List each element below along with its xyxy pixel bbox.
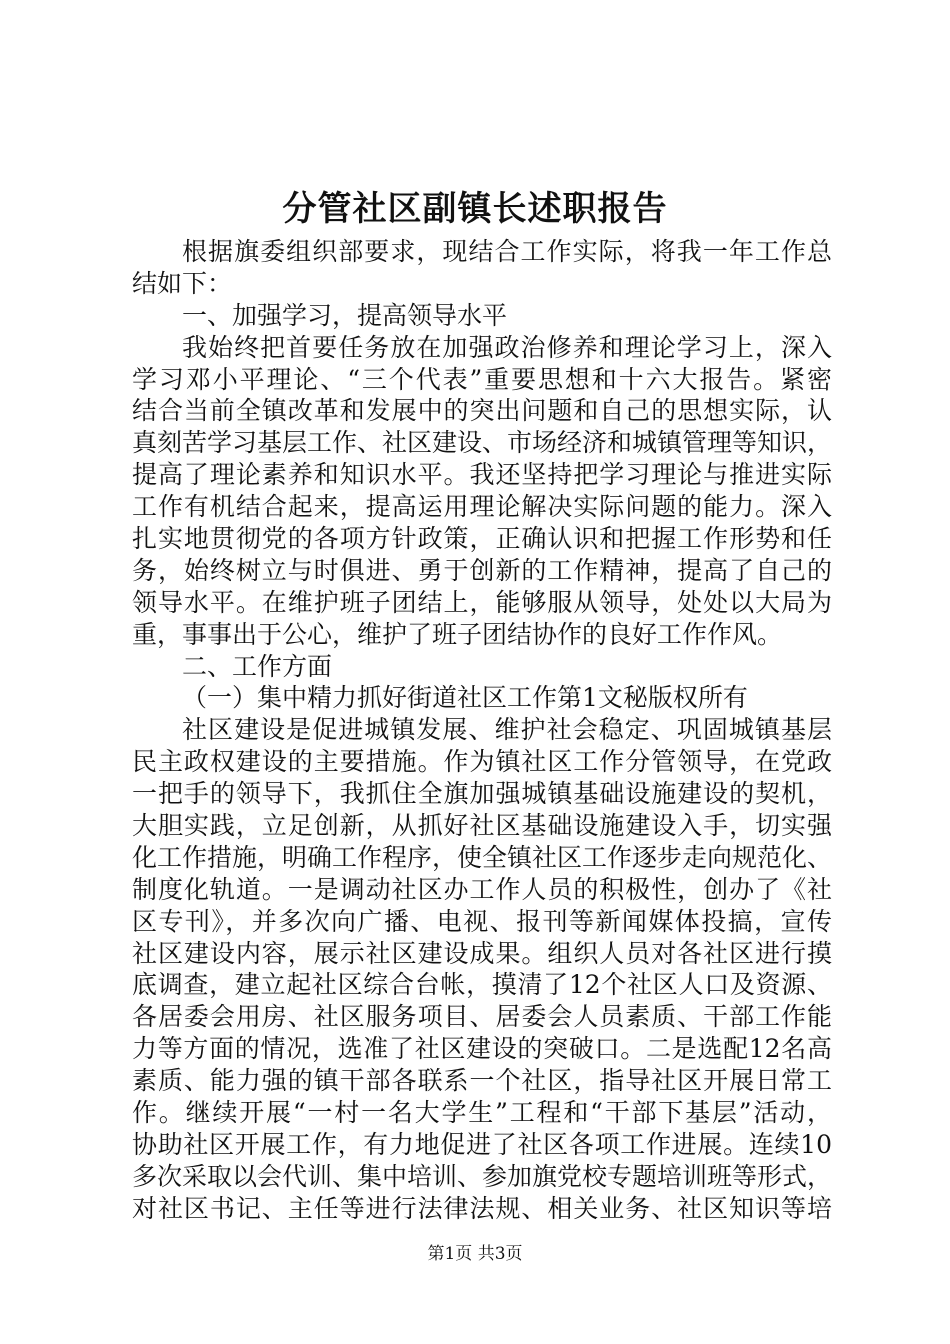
text-line: 作。继续开展“一村一名大学生”工程和“干部下基层”活动， — [132, 1098, 832, 1128]
text-line: 提高了理论素养和知识水平。我还坚持把学习理论与推进实际 — [132, 460, 832, 490]
text-line: 结如下： — [132, 268, 233, 298]
text-line: 一把手的领导下，我抓住全旗加强城镇基础设施建设的契机， — [132, 779, 832, 809]
text-line: 协助社区开展工作，有力地促进了社区各项工作进展。连续10 — [132, 1129, 832, 1159]
text-line: 化工作措施，明确工作程序，使全镇社区工作逐步走向规范化、 — [132, 842, 832, 872]
text-line: 重，事事出于公心，维护了班子团结协作的良好工作作风。 — [132, 619, 783, 649]
text-line: 各居委会用房、社区服务项目、居委会人员素质、干部工作能 — [132, 1002, 832, 1032]
document-body — [132, 236, 832, 1225]
document-title: 分管社区副镇长述职报告 — [282, 189, 668, 229]
text-line: 我始终把首要任务放在加强政治修养和理论学习上，深入 — [182, 332, 832, 362]
subsection-heading: （一）集中精力抓好街道社区工作第1文秘版权所有 — [182, 683, 748, 713]
text-line: 区专刊》，并多次向广播、电视、报刊等新闻媒体投搞，宣传 — [132, 906, 832, 936]
page-footer: 第1页 共3页 — [427, 1244, 523, 1264]
text-line: 力等方面的情况，选准了社区建设的突破口。二是选配12名高 — [132, 1034, 832, 1064]
text-line: 社区建设内容，展示社区建设成果。组织人员对各社区进行摸 — [132, 938, 832, 968]
text-line: 扎实地贯彻党的各项方针政策，正确认识和把握工作形势和任 — [132, 524, 832, 554]
text-line: 对社区书记、主任等进行法律法规、相关业务、社区知识等培 — [132, 1193, 832, 1223]
text-line: 素质、能力强的镇干部各联系一个社区，指导社区开展日常工 — [132, 1066, 832, 1096]
text-line: 制度化轨道。一是调动社区办工作人员的积极性，创办了《社 — [132, 874, 832, 904]
text-line: 领导水平。在维护班子团结上，能够服从领导，处处以大局为 — [132, 587, 832, 617]
section-heading: 二、工作方面 — [182, 651, 333, 681]
text-line: 结合当前全镇改革和发展中的突出问题和自己的思想实际，认 — [132, 396, 832, 426]
text-line: 务，始终树立与时俱进、勇于创新的工作精神，提高了自己的 — [132, 555, 832, 585]
text-line: 民主政权建设的主要措施。作为镇社区工作分管领导，在党政 — [132, 747, 832, 777]
text-line: 社区建设是促进城镇发展、维护社会稳定、巩固城镇基层 — [182, 715, 832, 745]
text-line: 根据旗委组织部要求，现结合工作实际，将我一年工作总 — [182, 237, 832, 266]
text-line: 学习邓小平理论、“三个代表”重要思想和十六大报告。紧密 — [132, 364, 832, 394]
text-line: 大胆实践，立足创新，从抓好社区基础设施建设入手，切实强 — [132, 811, 832, 841]
text-line: 工作有机结合起来，提高运用理论解决实际问题的能力。深入 — [132, 492, 832, 522]
text-line: 底调查，建立起社区综合台帐，摸清了12个社区人口及资源、 — [132, 970, 832, 1000]
text-line: 多次采取以会代训、集中培训、参加旗党校专题培训班等形式， — [132, 1161, 832, 1191]
text-line: 真刻苦学习基层工作、社区建设、市场经济和城镇管理等知识， — [132, 428, 832, 458]
section-heading: 一、加强学习，提高领导水平 — [182, 300, 508, 330]
